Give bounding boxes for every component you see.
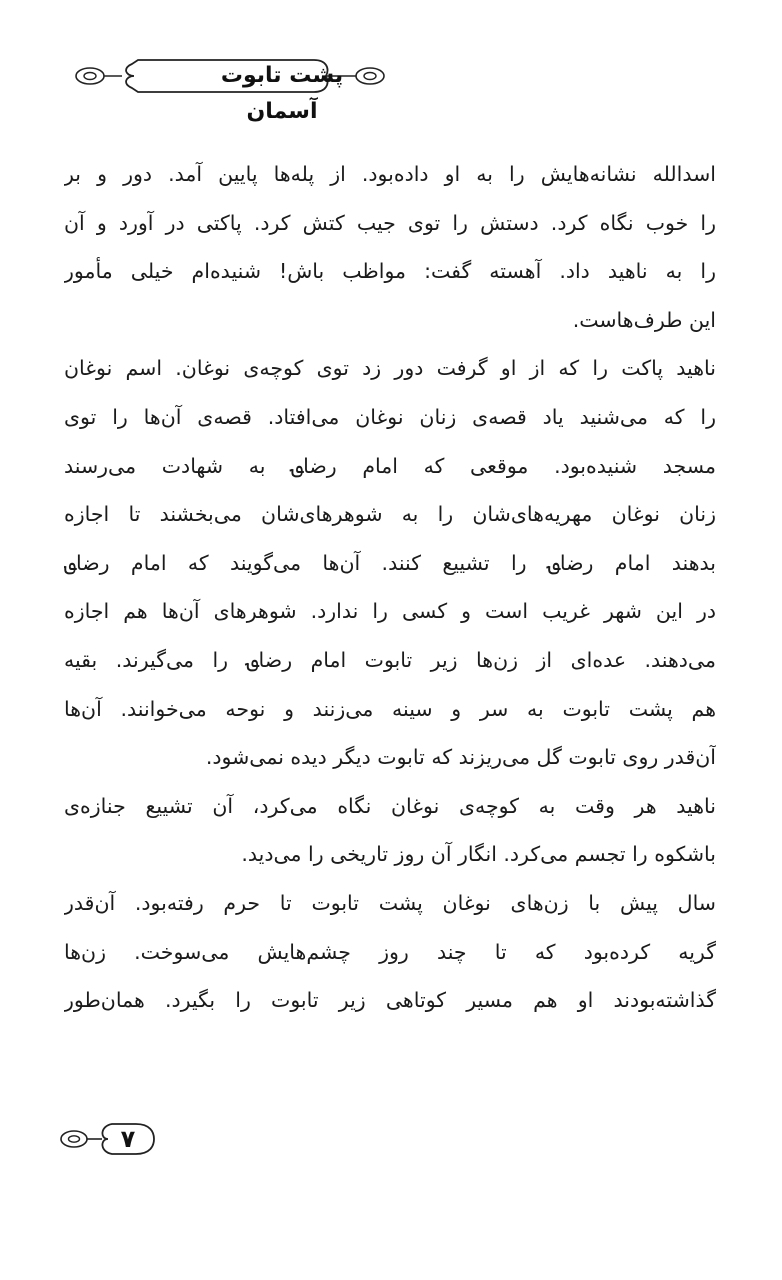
page-number: ۷ (120, 1125, 136, 1153)
text-line: سال پیش با زن‌های نوغان پشت تابوت تا حرم رفته‌بود. آن‌قدر (64, 890, 716, 915)
text-line: باشکوه را تجسم می‌کرد. انگار آن روز تاریخی را می‌دید. (241, 842, 716, 867)
text-line: زنان نوغان مهریه‌های‌شان را به شوهرهای‌شان می‌بخشند تا اجازه (64, 502, 716, 527)
text-line: آن‌قدر روی تابوت گل می‌ریزند که تابوت دیگر دیده نمی‌شود. (205, 745, 716, 770)
text-line: را که می‌شنید یاد قصه‌ی زنان نوغان می‌افتاد. قصه‌ی آن‌ها را توی (64, 404, 716, 429)
text-line: می‌دهند. عده‌ای از زن‌ها زیر تابوت امام رضا؈ را می‌گیرند. بقیه (64, 647, 716, 672)
text-line: بدهند امام رضا؈ را تشییع کنند. آن‌ها می‌گویند که امام رضا؈ (64, 550, 716, 575)
running-header (64, 50, 394, 124)
text-line: در این شهر غریب است و کسی را ندارد. شوهرهای آن‌ها هم اجازه (64, 599, 716, 624)
text-line: هم پشت تابوت به سر و سینه می‌زنند و نوحه می‌خوانند. آن‌ها (64, 696, 716, 721)
body-text (64, 150, 716, 1025)
text-line: ناهید پاکت را که از او گرفت دور زد توی کوچه‌ی نوغان. اسم نوغان (64, 356, 716, 381)
text-line: گذاشته‌بودند او هم مسیر کوتاهی زیر تابوت را بگیرد. همان‌طور (64, 988, 716, 1013)
text-line: ناهید هر وقت به کوچه‌ی نوغان نگاه می‌کرد، آن تشییع جنازه‌ی (64, 793, 716, 818)
text-line: اسدالله نشانه‌هایش را به او داده‌بود. از پله‌ها پایین آمد. دور و بر (64, 162, 716, 186)
book-title: پشت تابوت آسمان (220, 63, 344, 124)
text-line: این طرف‌هاست. (572, 307, 716, 332)
page-footer (56, 1116, 156, 1162)
text-line: را خوب نگاه کرد. دستش را توی جیب کتش کرد. پاکتی در آورد و آن (64, 210, 716, 235)
text-line: مسجد شنیده‌بود. موقعی که امام رضا؈ به شهادت می‌رسند (64, 453, 716, 478)
text-line: گریه کرده‌بود که تا چند روز چشم‌هایش می‌سوخت. زن‌ها (64, 939, 716, 964)
text-line: را به ناهید داد. آهسته گفت: مواظب باش! شنیده‌ام خیلی مأمور (64, 259, 716, 284)
